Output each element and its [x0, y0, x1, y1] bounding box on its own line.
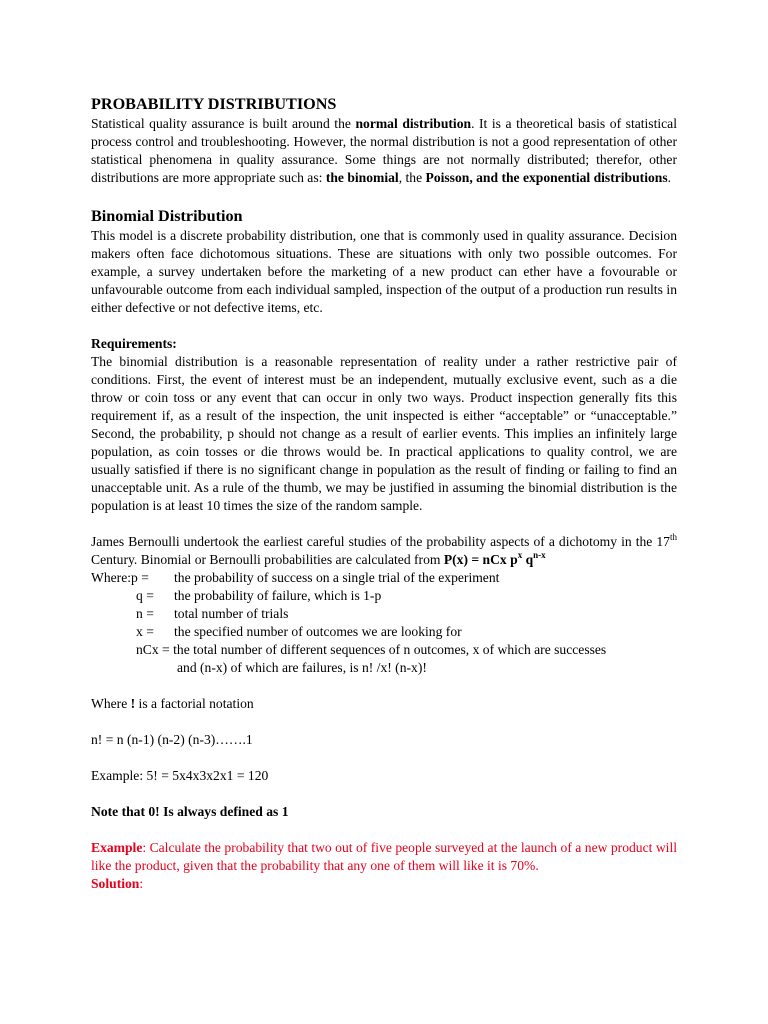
example-paragraph	[91, 839, 677, 875]
bernoulli-ordinal-sup: th	[669, 532, 677, 542]
formula-exponent-x: x	[517, 550, 523, 560]
definition-symbol: Where:p =	[91, 570, 149, 585]
definition-row-p	[91, 569, 677, 587]
binomial-heading: Binomial Distribution	[91, 207, 243, 225]
example-text: : Calculate the probability that two out of five people surveyed at the launch of a new product will like the product, given that the probability that any one of them will like it is 70%.	[91, 840, 677, 873]
definitions-list	[91, 569, 677, 677]
formula-main: P(x) = nCx p	[443, 552, 518, 567]
definition-row-ncx: nCx = the total number of different sequences of n outcomes, x of which are successes	[136, 642, 607, 657]
factorial-example: Example: 5! = 5x4x3x2x1 = 120	[91, 768, 269, 783]
requirements-heading-text: Requirements:	[91, 336, 177, 351]
factorial-text-a: Where	[91, 696, 131, 711]
definition-text: the probability of failure, which is 1-p	[174, 588, 382, 603]
zero-factorial-note	[91, 803, 677, 821]
definition-row-q	[91, 587, 677, 605]
definition-row-x	[91, 623, 677, 641]
binomial-formula	[444, 552, 546, 567]
requirements-heading	[91, 335, 677, 353]
solution-colon: :	[139, 876, 144, 891]
solution-label: Solution	[91, 876, 140, 891]
definition-row-n	[91, 605, 677, 623]
bernoulli-text-1: James Bernoulli undertook the earliest careful studies of the probability aspects of a dichotomy in the 17	[91, 534, 670, 549]
intro-text-4: .	[667, 170, 672, 185]
zero-factorial-note-text: Note that 0! Is always defined as 1	[91, 804, 289, 819]
definition-symbol: x =	[136, 624, 154, 639]
document-body	[91, 93, 677, 893]
definition-symbol: n =	[136, 606, 154, 621]
definition-text: the specified number of outcomes we are looking for	[174, 624, 462, 639]
formula-q: q	[522, 552, 534, 567]
intro-text-3: , the	[398, 170, 426, 185]
definition-row-ncx-continued: and (n-x) of which are failures, is n! /x! (n-x)!	[177, 660, 427, 675]
bernoulli-paragraph	[91, 533, 677, 569]
requirements-paragraph: The binomial distribution is a reasonable representation of reality under a rather restrictive pair of conditions. First, the event of interest must be an independent, mutually exclusive event, such as a die throw or coin toss or any event that can occur in only two ways. Product inspection generally fits this requirement if, as a result of the inspection, the unit inspected is either “acceptable” or “unacceptable.” Second, the probability, p should not change as a result of earlier events. This implies an infinitely large population, as coin tosses or die throws would be. In practical applications to quality control, we are usually satisfied if there is no significant change in population as the result of finding or failing to find an unacceptable unit. As a rule of the thumb, we may be justified in assuming the binomial distribution is the population is at least 10 times the size of the random sample.	[91, 354, 677, 513]
binomial-paragraph: This model is a discrete probability distribution, one that is commonly used in quality assurance. Decision makers often face dichotomous situations. These are situations with only two possible outcomes. For example, a survey undertaken before the marketing of a new product can ether have a fovourable or unfavourable outcome from each individual sampled, inspection of the output of a production run results in either defective or not defective items, etc.	[91, 228, 677, 315]
intro-text-2: . It is a theoretical basis of statistical process control and troubleshooting. However, the normal distribution is not a good representation of other statistical phenomena in quality assurance. Some things are not normally distributed; therefor, other distributions are more appropriate such as:	[91, 116, 677, 185]
example-label: Example	[91, 840, 143, 855]
definition-symbol: q =	[136, 588, 154, 603]
intro-paragraph	[91, 115, 677, 187]
bernoulli-text-2: Century. Binomial or Bernoulli probabilities are calculated from	[91, 552, 444, 567]
intro-bold-binomial: the binomial	[325, 170, 399, 185]
formula-exponent-n-x: n-x	[533, 550, 546, 560]
intro-text-1: Statistical quality assurance is built around the	[91, 116, 356, 131]
factorial-note	[91, 695, 677, 713]
definition-text: the probability of success on a single trial of the experiment	[174, 570, 500, 585]
factorial-symbol: !	[130, 696, 136, 711]
definition-text: total number of trials	[174, 606, 289, 621]
solution-line	[91, 875, 677, 893]
intro-bold-poisson-exponential: Poisson, and the exponential distributions	[425, 170, 668, 185]
intro-bold-normal-distribution: normal distribution	[355, 116, 472, 131]
factorial-definition: n! = n (n-1) (n-2) (n-3)…….1	[91, 732, 253, 747]
page-title: PROBABILITY DISTRIBUTIONS	[91, 95, 337, 113]
factorial-text-c: is a factorial notation	[135, 696, 254, 711]
